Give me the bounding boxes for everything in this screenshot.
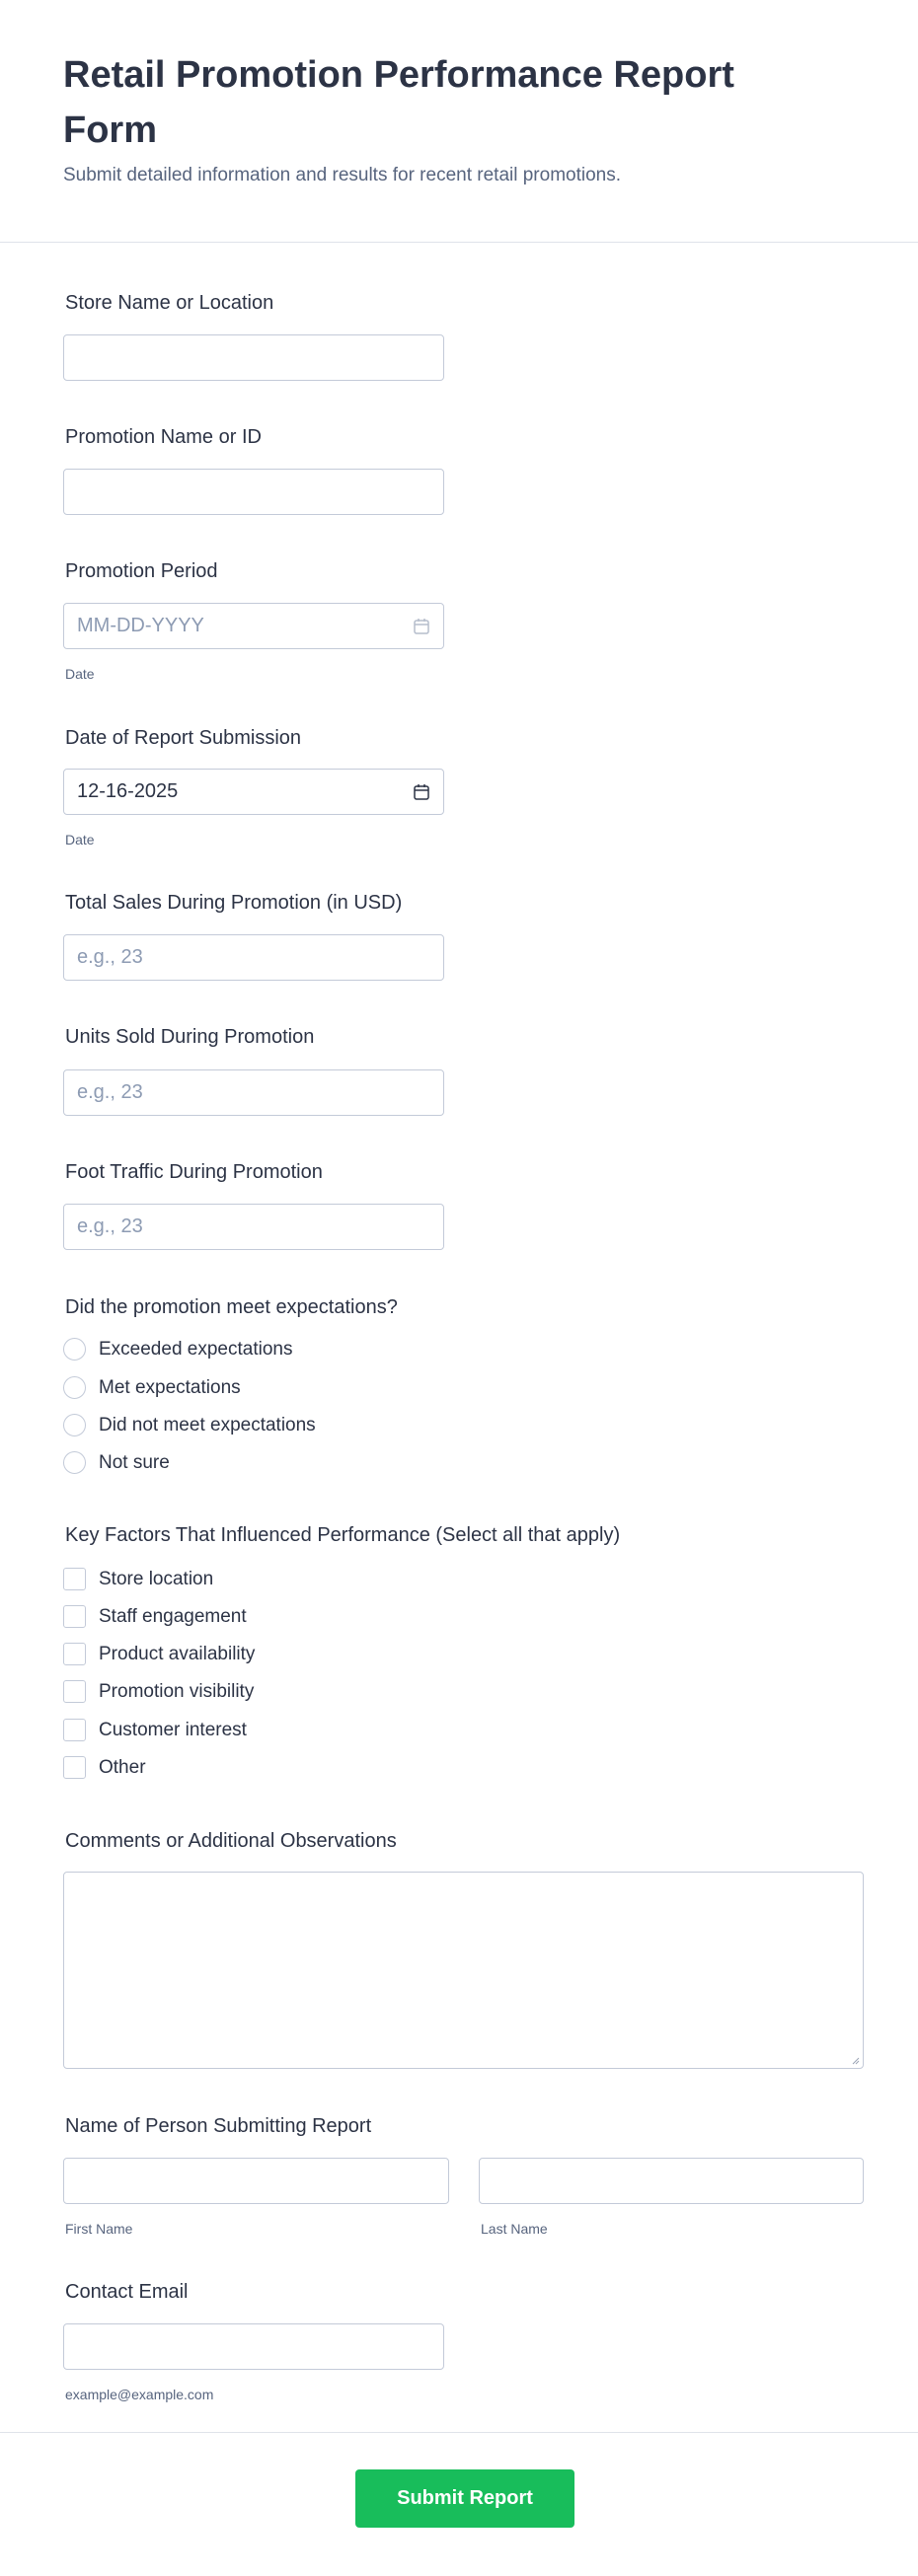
traffic-label: Foot Traffic During Promotion (65, 1161, 323, 1183)
report-date-input[interactable] (63, 769, 444, 815)
sales-placeholder: e.g., 23 (77, 946, 143, 968)
radio-option[interactable] (63, 1338, 292, 1361)
resize-handle-icon[interactable] (852, 2057, 860, 2065)
period-label: Promotion Period (65, 560, 218, 582)
checkbox-label: Promotion visibility (99, 1680, 255, 1702)
submit-button[interactable]: Submit Report (355, 2469, 574, 2528)
last-name-input[interactable] (479, 2158, 864, 2204)
checkbox-option[interactable] (63, 1756, 146, 1779)
report-date-value: 12-16-2025 (77, 780, 179, 802)
checkbox-option[interactable] (63, 1643, 255, 1665)
store-input[interactable] (63, 334, 444, 381)
sales-label: Total Sales During Promotion (in USD) (65, 892, 403, 914)
checkbox-label: Staff engagement (99, 1605, 247, 1627)
first-name-input[interactable] (63, 2158, 449, 2204)
checkbox[interactable] (63, 1756, 86, 1779)
page-subtitle: Submit detailed information and results for recent retail promotions. (63, 165, 621, 185)
report-date-sublabel: Date (65, 832, 95, 847)
radio-button[interactable] (63, 1338, 86, 1361)
units-input[interactable] (63, 1069, 444, 1116)
checkbox-option[interactable] (63, 1680, 254, 1703)
traffic-placeholder: e.g., 23 (77, 1215, 143, 1237)
footer-divider (0, 2432, 918, 2433)
units-label: Units Sold During Promotion (65, 1026, 315, 1048)
checkbox[interactable] (63, 1719, 86, 1741)
sales-input[interactable] (63, 934, 444, 981)
checkbox[interactable] (63, 1568, 86, 1590)
page-title: Retail Promotion Performance Report Form (63, 54, 734, 151)
checkbox-label: Store location (99, 1568, 214, 1589)
radio-label: Exceeded expectations (99, 1338, 293, 1360)
radio-button[interactable] (63, 1376, 86, 1399)
checkbox[interactable] (63, 1605, 86, 1628)
email-label: Contact Email (65, 2281, 189, 2303)
comments-label: Comments or Additional Observations (65, 1830, 397, 1852)
checkbox-option[interactable] (63, 1605, 247, 1628)
period-placeholder: MM-DD-YYYY (77, 615, 204, 636)
email-sublabel: example@example.com (65, 2387, 214, 2402)
last-name-sublabel: Last Name (481, 2221, 548, 2237)
checkbox-option[interactable] (63, 1719, 247, 1741)
traffic-input[interactable] (63, 1204, 444, 1250)
radio-label: Did not meet expectations (99, 1414, 316, 1435)
checkbox-label: Other (99, 1756, 146, 1778)
checkbox-label: Customer interest (99, 1719, 247, 1740)
radio-button[interactable] (63, 1414, 86, 1436)
radio-option[interactable] (63, 1451, 170, 1474)
checkbox[interactable] (63, 1680, 86, 1703)
period-sublabel: Date (65, 666, 95, 682)
name-label: Name of Person Submitting Report (65, 2115, 372, 2137)
store-label: Store Name or Location (65, 292, 274, 314)
header-divider (0, 242, 918, 243)
checkbox-label: Product availability (99, 1643, 256, 1664)
calendar-icon[interactable] (413, 618, 430, 635)
radio-label: Met expectations (99, 1376, 241, 1398)
checkbox-option[interactable] (63, 1568, 213, 1590)
checkbox[interactable] (63, 1643, 86, 1665)
first-name-sublabel: First Name (65, 2221, 133, 2237)
promotion-input[interactable] (63, 469, 444, 515)
calendar-icon[interactable] (413, 783, 430, 801)
radio-option[interactable] (63, 1376, 241, 1399)
radio-label: Not sure (99, 1451, 170, 1473)
promotion-label: Promotion Name or ID (65, 426, 262, 448)
email-input[interactable] (63, 2323, 444, 2370)
report-date-label: Date of Report Submission (65, 727, 302, 749)
units-placeholder: e.g., 23 (77, 1081, 143, 1103)
period-date-input[interactable] (63, 603, 444, 649)
factors-label: Key Factors That Influenced Performance (Select all that apply) (65, 1524, 621, 1546)
comments-textarea[interactable] (63, 1872, 864, 2069)
expectations-label: Did the promotion meet expectations? (65, 1296, 398, 1318)
radio-option[interactable] (63, 1414, 316, 1436)
radio-button[interactable] (63, 1451, 86, 1474)
